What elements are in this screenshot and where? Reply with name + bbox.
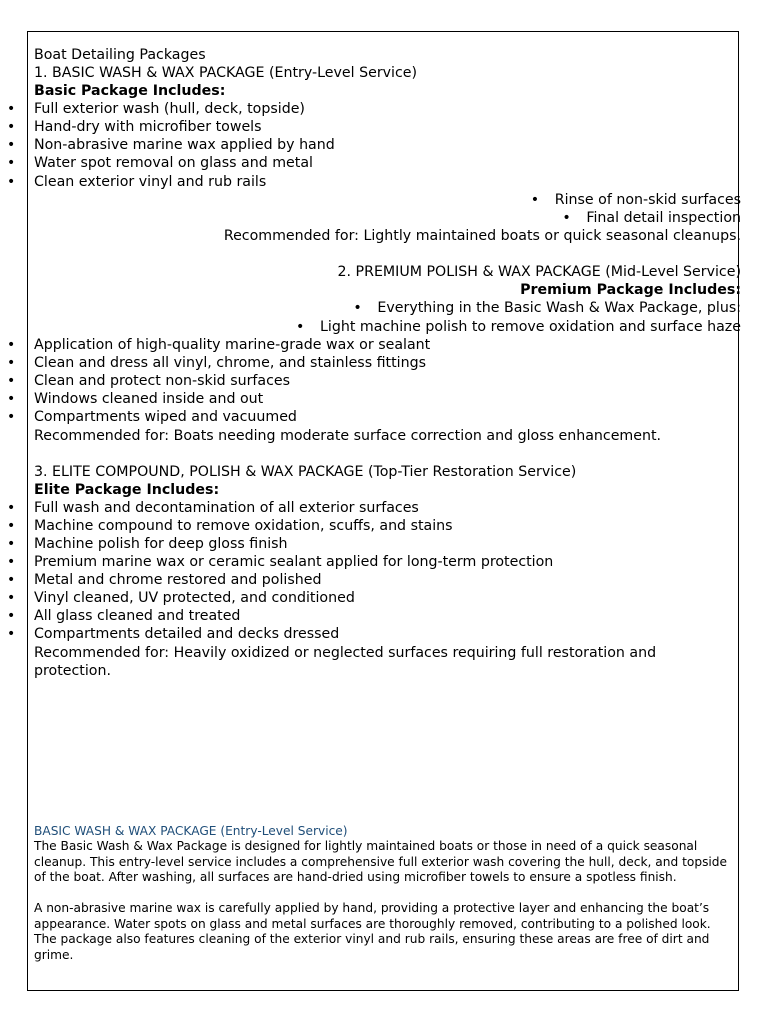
- bullet-icon: •: [7, 518, 16, 534]
- description-heading: BASIC WASH & WAX PACKAGE (Entry-Level Service): [34, 824, 348, 838]
- bullet-icon: •: [7, 391, 16, 407]
- list-item: Clean and protect non-skid surfaces: [34, 373, 291, 389]
- bullet-icon: •: [7, 337, 16, 353]
- package-1-heading: 1. BASIC WASH & WAX PACKAGE (Entry-Level Service): [34, 65, 418, 81]
- list-item-text: Light machine polish to remove oxidation and surface haze: [320, 319, 741, 335]
- bullet-icon: •: [7, 119, 16, 135]
- list-item: [531, 191, 741, 209]
- list-item: Clean exterior vinyl and rub rails: [34, 174, 267, 190]
- bullet-icon: •: [530, 192, 540, 208]
- list-item: Compartments detailed and decks dressed: [34, 626, 340, 642]
- bullet-icon: •: [7, 626, 16, 642]
- list-item: All glass cleaned and treated: [34, 608, 241, 624]
- package-1-recommended: Recommended for: Lightly maintained boats or quick seasonal cleanups.: [223, 228, 741, 244]
- bullet-icon: •: [7, 174, 16, 190]
- bullet-icon: •: [7, 373, 16, 389]
- list-item: Non-abrasive marine wax applied by hand: [34, 137, 335, 153]
- list-item: Windows cleaned inside and out: [34, 391, 264, 407]
- package-3-includes-label: Elite Package Includes:: [34, 482, 220, 498]
- bullet-icon: •: [7, 500, 16, 516]
- list-item: Compartments wiped and vacuumed: [34, 409, 297, 425]
- list-item: Machine polish for deep gloss finish: [34, 536, 288, 552]
- list-item-text: Everything in the Basic Wash & Wax Package, plus:: [377, 300, 741, 316]
- bullet-icon: •: [7, 536, 16, 552]
- list-item-text: Rinse of non-skid surfaces: [554, 192, 741, 208]
- list-item: [562, 209, 741, 227]
- bullet-icon: •: [296, 319, 305, 335]
- list-item: Full exterior wash (hull, deck, topside): [34, 101, 305, 117]
- list-item: [353, 299, 741, 317]
- document-title: Boat Detailing Packages: [34, 47, 206, 63]
- package-3-recommended: Recommended for: Heavily oxidized or neglected surfaces requiring full restoration and protection.: [34, 645, 657, 679]
- description-paragraph-2: A non-abrasive marine wax is carefully applied by hand, providing a protective layer and enhancing the boat’s appearance. Water spots on glass and metal surfaces are thoroughly removed, contributing to a polished look. The package also features cleaning of the exterior vinyl and rub rails, ensuring these areas are free of dirt and grime.: [34, 901, 711, 962]
- bullet-icon: •: [353, 300, 362, 316]
- bullet-icon: •: [7, 155, 16, 171]
- package-1-includes-label: Basic Package Includes:: [34, 83, 226, 99]
- list-item: Metal and chrome restored and polished: [34, 572, 322, 588]
- bullet-icon: •: [7, 572, 16, 588]
- list-item: Full wash and decontamination of all exterior surfaces: [34, 500, 419, 516]
- package-2-includes-label: Premium Package Includes:: [520, 282, 741, 298]
- list-item: [296, 318, 741, 336]
- bullet-icon: •: [7, 554, 16, 570]
- list-item: Vinyl cleaned, UV protected, and conditioned: [34, 590, 355, 606]
- bullet-icon: •: [7, 590, 16, 606]
- list-item: Machine compound to remove oxidation, scuffs, and stains: [34, 518, 453, 534]
- list-item: Premium marine wax or ceramic sealant applied for long-term protection: [34, 554, 554, 570]
- bullet-icon: •: [7, 608, 16, 624]
- list-item: Application of high-quality marine-grade wax or sealant: [34, 337, 431, 353]
- list-item-text: Final detail inspection: [586, 210, 741, 226]
- package-2-heading: 2. PREMIUM POLISH & WAX PACKAGE (Mid-Level Service): [337, 264, 741, 280]
- list-item: Water spot removal on glass and metal: [34, 155, 313, 171]
- bullet-icon: •: [7, 101, 16, 117]
- bullet-icon: •: [7, 137, 16, 153]
- list-item: Clean and dress all vinyl, chrome, and stainless fittings: [34, 355, 426, 371]
- list-item: Hand-dry with microfiber towels: [34, 119, 262, 135]
- package-2-recommended: Recommended for: Boats needing moderate surface correction and gloss enhancement.: [34, 428, 662, 444]
- description-paragraph-1: The Basic Wash & Wax Package is designed for lightly maintained boats or those in need of a quick seasonal cleanup. This entry-level service includes a comprehensive full exterior wash covering the hull, deck, and topside of the boat. After washing, all surfaces are hand-dried using microfiber towels to ensure a spotless finish.: [34, 839, 728, 884]
- bullet-icon: •: [562, 210, 571, 226]
- bullet-icon: •: [7, 409, 16, 425]
- bullet-icon: •: [7, 355, 16, 371]
- package-3-heading: 3. ELITE COMPOUND, POLISH & WAX PACKAGE (Top-Tier Restoration Service): [34, 464, 577, 480]
